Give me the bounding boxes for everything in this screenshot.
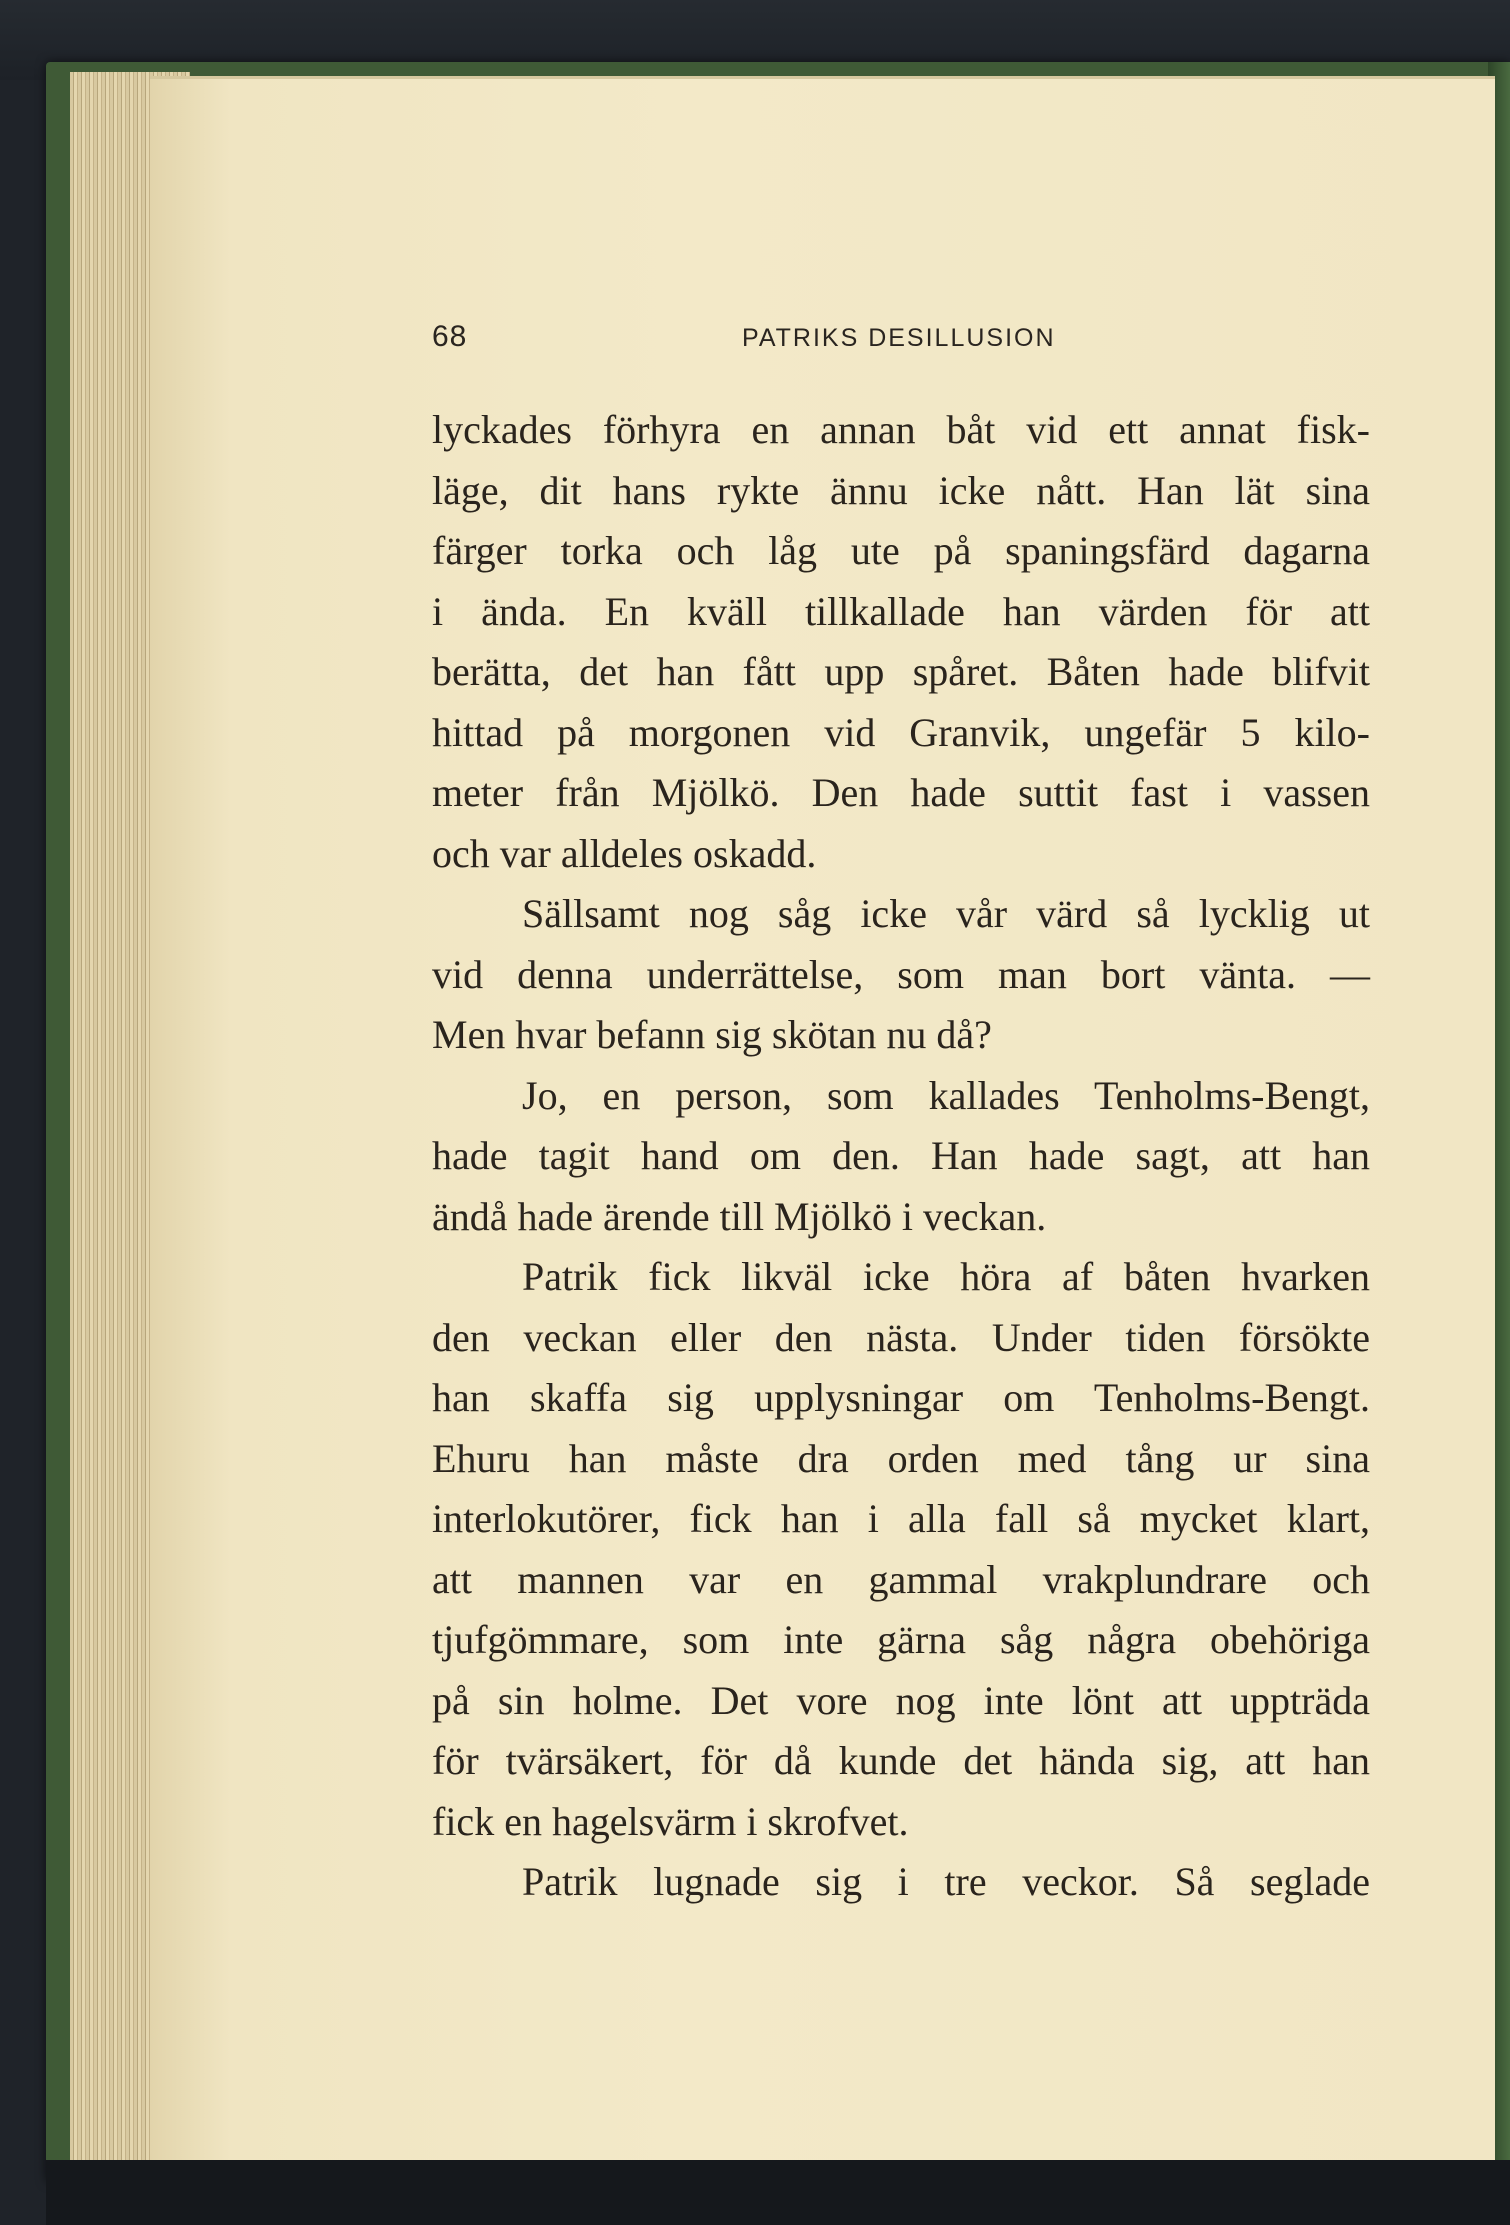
- text-line: Men hvar befann sig skötan nu då?: [432, 1012, 992, 1057]
- text-line: hittad på morgonen vid Granvik, ungefär 5 kilo-: [432, 709, 1370, 755]
- text-line: läge, dit hans rykte ännu icke nått. Han lät sina: [432, 467, 1370, 513]
- text-line: meter från Mjölkö. Den hade suttit fast i vassen: [432, 770, 1370, 815]
- text-line: interlokutörer, fick han i alla fall så mycket klart,: [432, 1496, 1370, 1541]
- chapter-title: PATRIKS DESILLUSION: [742, 324, 1056, 352]
- text-line: färger torka och låg ute på spaningsfärd dagarna: [432, 528, 1370, 573]
- text-line: tjufgömmare, som inte gärna såg några obehöriga: [432, 1617, 1370, 1662]
- text-line: Ehuru han måste dra orden med tång ur sina: [432, 1435, 1370, 1481]
- body-text: [432, 400, 1370, 1913]
- text-line: Sällsamt nog såg icke vår värd så lycklig ut: [522, 891, 1370, 936]
- backdrop-bottom: [46, 2160, 1510, 2225]
- text-line: Jo, en person, som kallades Tenholms-Bengt,: [522, 1072, 1370, 1118]
- text-line: han skaffa sig upplysningar om Tenholms-Bengt.: [432, 1375, 1370, 1420]
- page-number: 68: [432, 320, 468, 353]
- text-line: lyckades förhyra en annan båt vid ett annat fisk-: [432, 407, 1370, 452]
- text-line: Patrik fick likväl icke höra af båten hvarken: [522, 1254, 1370, 1299]
- text-line: på sin holme. Det vore nog inte lönt att uppträda: [432, 1677, 1370, 1723]
- text-line: för tvärsäkert, för då kunde det hända sig, att han: [432, 1738, 1370, 1783]
- text-line: hade tagit hand om den. Han hade sagt, att han: [432, 1133, 1370, 1178]
- running-head: [432, 320, 1386, 360]
- text-line: att mannen var en gammal vrakplundrare och: [432, 1556, 1370, 1602]
- text-line: vid denna underrättelse, som man bort vänta. —: [432, 951, 1370, 997]
- text-line: ändå hade ärende till Mjölkö i veckan.: [432, 1193, 1047, 1239]
- text-line: Patrik lugnade sig i tre veckor. Så seglade: [522, 1859, 1370, 1904]
- text-line: den veckan eller den nästa. Under tiden försökte: [432, 1314, 1370, 1360]
- text-line: och var alldeles oskadd.: [432, 830, 817, 876]
- text-line: i ända. En kväll tillkallade han värden för att: [432, 588, 1370, 634]
- text-line: fick en hagelsvärm i skrofvet.: [432, 1798, 909, 1844]
- text-line: berätta, det han fått upp spåret. Båten hade blifvit: [432, 649, 1370, 694]
